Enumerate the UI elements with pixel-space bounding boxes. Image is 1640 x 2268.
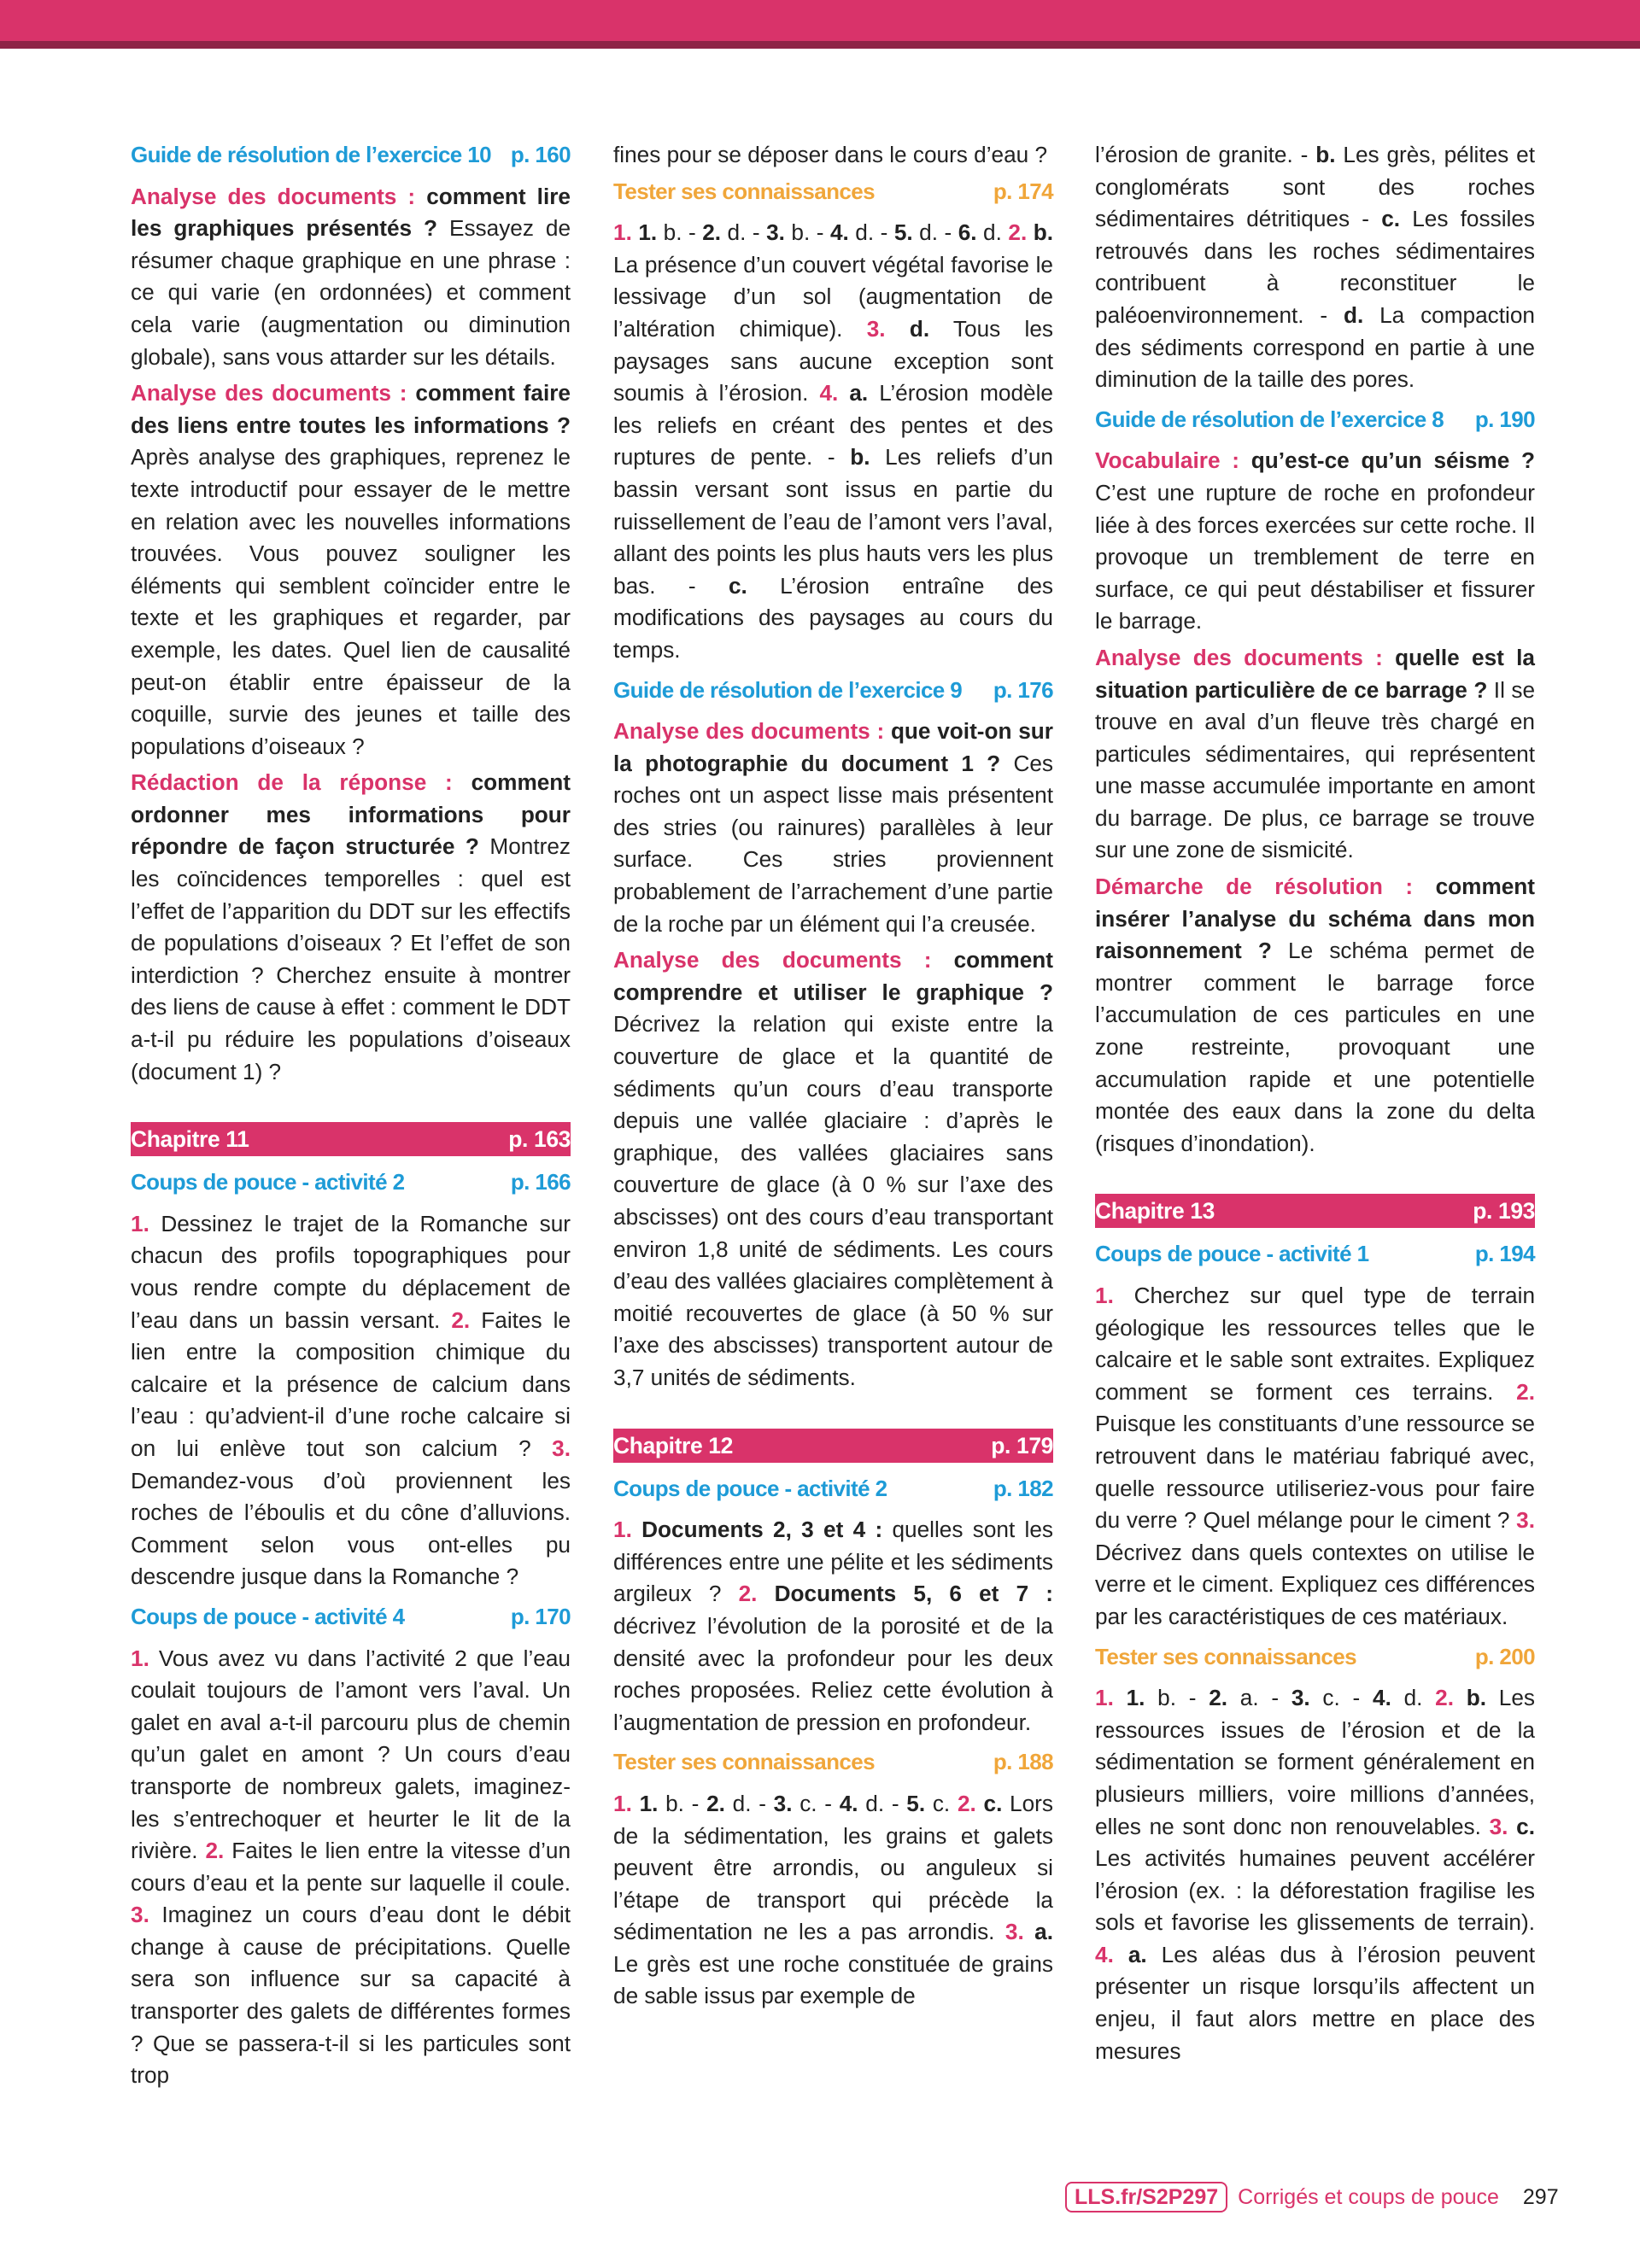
- tester-heading: Tester ses connaissances p. 200: [1095, 1643, 1535, 1669]
- column-1: [131, 139, 571, 2096]
- chapter-heading-12: Chapitre 12 p. 179: [613, 1429, 1053, 1463]
- column-3: [1095, 139, 1535, 2072]
- page-footer: [1065, 2182, 1559, 2212]
- paragraph: Analyse des documents : comment faire des liens entre toutes les informations ? Après analyse des graphiques, reprenez le texte introductif pour essayer de le mettre en relation avec les nouvelles informations trouvées. Vous pouvez souligner les éléments qui semblent coïncider entre le texte et les graphiques et regarder, par exemple, les dates. Quel lien de causalité peut-on établir entre épaisseur de la coquille, survie des jeunes et taille des populations d’oiseaux ?: [131, 380, 571, 759]
- paragraph: 1. Documents 2, 3 et 4 : quelles sont les différences entre une pélite et les sédiments argileux ? 2. Documents 5, 6 et 7 : décrivez l’évolution de la porosité et de la densité avec la profondeur pour les deux roches proposées. Reliez cette évolution à l’augmentation de pression en profondeur.: [613, 1517, 1054, 1735]
- guide-heading-exercise-8: Guide de résolution de l’exercice 8 p. 190: [1095, 406, 1535, 432]
- paragraph: 1. Cherchez sur quel type de terrain géologique les ressources telles que le calcaire et le sable sont extraites. Expliquez comment se forment ces terrains. 2. Puisque les constituants d’une ressource se retrouvent dans le matériau fabriqué avec, quelle ressource utiliseriez-vous pour faire du verre ? Quel mélange pour le ciment ? 3. Décrivez dans quels contextes on utilise le verre et le ciment. Expliquez ces différences par les caractéristiques de ces matériaux.: [1095, 1283, 1536, 1629]
- paragraph: 1. 1. b. - 2. d. - 3. b. - 4. d. - 5. d. - 6. d. 2. b. La présence d’un couvert végétal favorise le lessivage d’un sol (augmentation de l’altération chimique). 3. d. Tous les paysages sans aucune exception sont soumis à l’érosion. 4. a. L’érosion modèle les reliefs en créant des pentes et des ruptures de pente. - b. Les reliefs d’un bassin versant sont issus en partie du ruissellement de l’eau de l’amont vers l’aval, allant des points les plus hauts vers les plus bas. - c. L’érosion entraîne des modifications des paysages au cours du temps.: [613, 219, 1054, 663]
- top-banner: [0, 0, 1640, 41]
- paragraph: Analyse des documents : comment lire les graphiques présentés ? Essayez de résumer chaque graphique en une phrase : ce qui varie (en ordonnées) et comment cela varie (augmentation ou diminution globale), sans vous attarder sur les détails.: [131, 183, 571, 370]
- guide-heading-exercise-10: Guide de résolution de l’exercice 10 p. 160: [131, 142, 571, 167]
- coup-de-pouce-heading: Coups de pouce - activité 2 p. 182: [613, 1475, 1053, 1501]
- paragraph: Analyse des documents : quelle est la situation particulière de ce barrage ? Il se trouve en aval d’un fleuve très chargé en particules sédimentaires, qui représentent une masse accumulée importante en amont du barrage. De plus, ce barrage se trouve sur une zone de sismicité.: [1095, 644, 1536, 863]
- chapter-heading-11: Chapitre 11 p. 163: [131, 1122, 571, 1156]
- coup-de-pouce-heading: Coups de pouce - activité 4 p. 170: [131, 1603, 571, 1629]
- paragraph: Rédaction de la réponse : comment ordonner mes informations pour répondre de façon structurée ? Montrez les coïncidences temporelles : quel est l’effet de l’apparition du DDT sur les effectifs de populations d’oiseaux ? Et l’effet de son interdiction ? Cherchez ensuite à montrer des liens de cause à effet : comment le DDT a-t-il pu réduire les populations d’oiseaux (document 1) ?: [131, 769, 571, 1084]
- lls-link[interactable]: LLS.fr/S2P297: [1065, 2182, 1227, 2212]
- top-banner-line: [0, 41, 1640, 49]
- coup-de-pouce-heading: Coups de pouce - activité 2 p. 166: [131, 1169, 571, 1195]
- page-number: 297: [1522, 2184, 1559, 2209]
- paragraph: Démarche de résolution : comment insérer l’analyse du schéma dans mon raisonnement ? Le schéma permet de montrer comment le barrage force l’accumulation de ces particules en une zone restreinte, provoquant une accumulation rapide et une potentielle montée des eaux dans la zone du delta (risques d’inondation).: [1095, 874, 1536, 1156]
- tester-heading: Tester ses connaissances p. 174: [613, 178, 1053, 204]
- footer-title: Corrigés et coups de pouce: [1238, 2184, 1499, 2209]
- paragraph: 1. Vous avez vu dans l’activité 2 que l’eau coulait toujours de l’amont vers l’aval. Un galet en aval a-t-il parcouru plus de chemin qu’un galet en amont ? Un cours d’eau transporte de nombreux galets, imaginez-les s’entrechoquer et heurter le lit de la rivière. 2. Faites le lien entre la vitesse d’un cours d’eau et la pente sur laquelle il coule. 3. Imaginez un cours d’eau dont le débit change à cause de précipitations. Quelle sera son influence sur sa capacité à transporter des galets de différentes formes ? Que se passera-t-il si les particules sont trop: [131, 1645, 571, 2089]
- tester-heading: Tester ses connaissances p. 188: [613, 1749, 1053, 1775]
- paragraph: 1. Dessinez le trajet de la Romanche sur chacun des profils topographiques pour vous rendre compte du déplacement de l’eau dans un bassin versant. 2. Faites le lien entre la composition chimique du calcaire et la présence de calcium dans l’eau : qu’advient-il d’une roche calcaire si on lui enlève tout son calcium ? 3. Demandez-vous d’où proviennent les roches de l’éboulis et du cône d’alluvions. Comment selon vous ont-elles pu descendre jusque dans la Romanche ?: [131, 1210, 571, 1590]
- chapter-heading-13: Chapitre 13 p. 193: [1095, 1194, 1535, 1228]
- column-2: [613, 139, 1053, 2017]
- paragraph: l’érosion de granite. - b. Les grès, pélites et conglomérats sont des roches sédimentaires détritiques - c. Les fossiles retrouvés dans les roches sédimentaires contribuent à reconstituer le paléoenvironnement. - d. La compaction des sédiments correspond en partie à une diminution de la taille des pores.: [1095, 142, 1535, 393]
- paragraph: Analyse des documents : que voit-on sur la photographie du document 1 ? Ces roches ont un aspect lisse mais présentent des stries (ou rainures) parallèles à leur surface. Ces stries proviennent probablement de l’arrachement d’une partie de la roche par un élément qui l’a creusée.: [613, 718, 1054, 937]
- paragraph: 1. 1. b. - 2. d. - 3. c. - 4. d. - 5. c. 2. c. Lors de la sédimentation, les grains et galets peuvent être arrondis, ou anguleux si l’étape de transport qui précède la sédimentation ne les a pas arrondis. 3. a. Le grès est une roche constituée de grains de sable issus par exemple de: [613, 1790, 1054, 2009]
- paragraph: fines pour se déposer dans le cours d’eau ?: [613, 142, 1048, 167]
- paragraph: Vocabulaire : qu’est-ce qu’un séisme ? C’est une rupture de roche en profondeur liée à des forces exercées sur cette roche. Il provoque un tremblement de terre en surface, ce qui peut déstabiliser et fissurer le barrage.: [1095, 447, 1536, 634]
- paragraph: 1. 1. b. - 2. a. - 3. c. - 4. d. 2. b. Les ressources issues de l’érosion et de la sédimentation se forment généralement en plusieurs milliers, voire millions d’années, elles ne sont donc non renouvelables. 3. c. Les activités humaines peuvent accélérer l’érosion (ex. : la déforestation fragilise les sols et favorise les glissements de terrain). 4. a. Les aléas dus à l’érosion peuvent présenter un risque lorsqu’ils affectent un enjeu, il faut alors mettre en place des mesures: [1095, 1685, 1536, 2064]
- paragraph: Analyse des documents : comment comprendre et utiliser le graphique ? Décrivez la relation qui existe entre la couverture de glace et la quantité de sédiments qu’un cours d’eau transporte depuis une vallée glaciaire : d’après le graphique, des vallées glaciaires sans couverture de glace (à 0 % sur l’axe des abscisses) ont des cours d’eau transportant environ 1,8 unité de sédiments. Les cours d’eau des vallées glaciaires complètement à moitié recouvertes de glace (à 50 % sur l’axe des abscisses) transportent autour de 3,7 unités de sédiments.: [613, 947, 1053, 1390]
- coup-de-pouce-heading: Coups de pouce - activité 1 p. 194: [1095, 1241, 1535, 1267]
- guide-heading-exercise-9: Guide de résolution de l’exercice 9 p. 176: [613, 676, 1053, 703]
